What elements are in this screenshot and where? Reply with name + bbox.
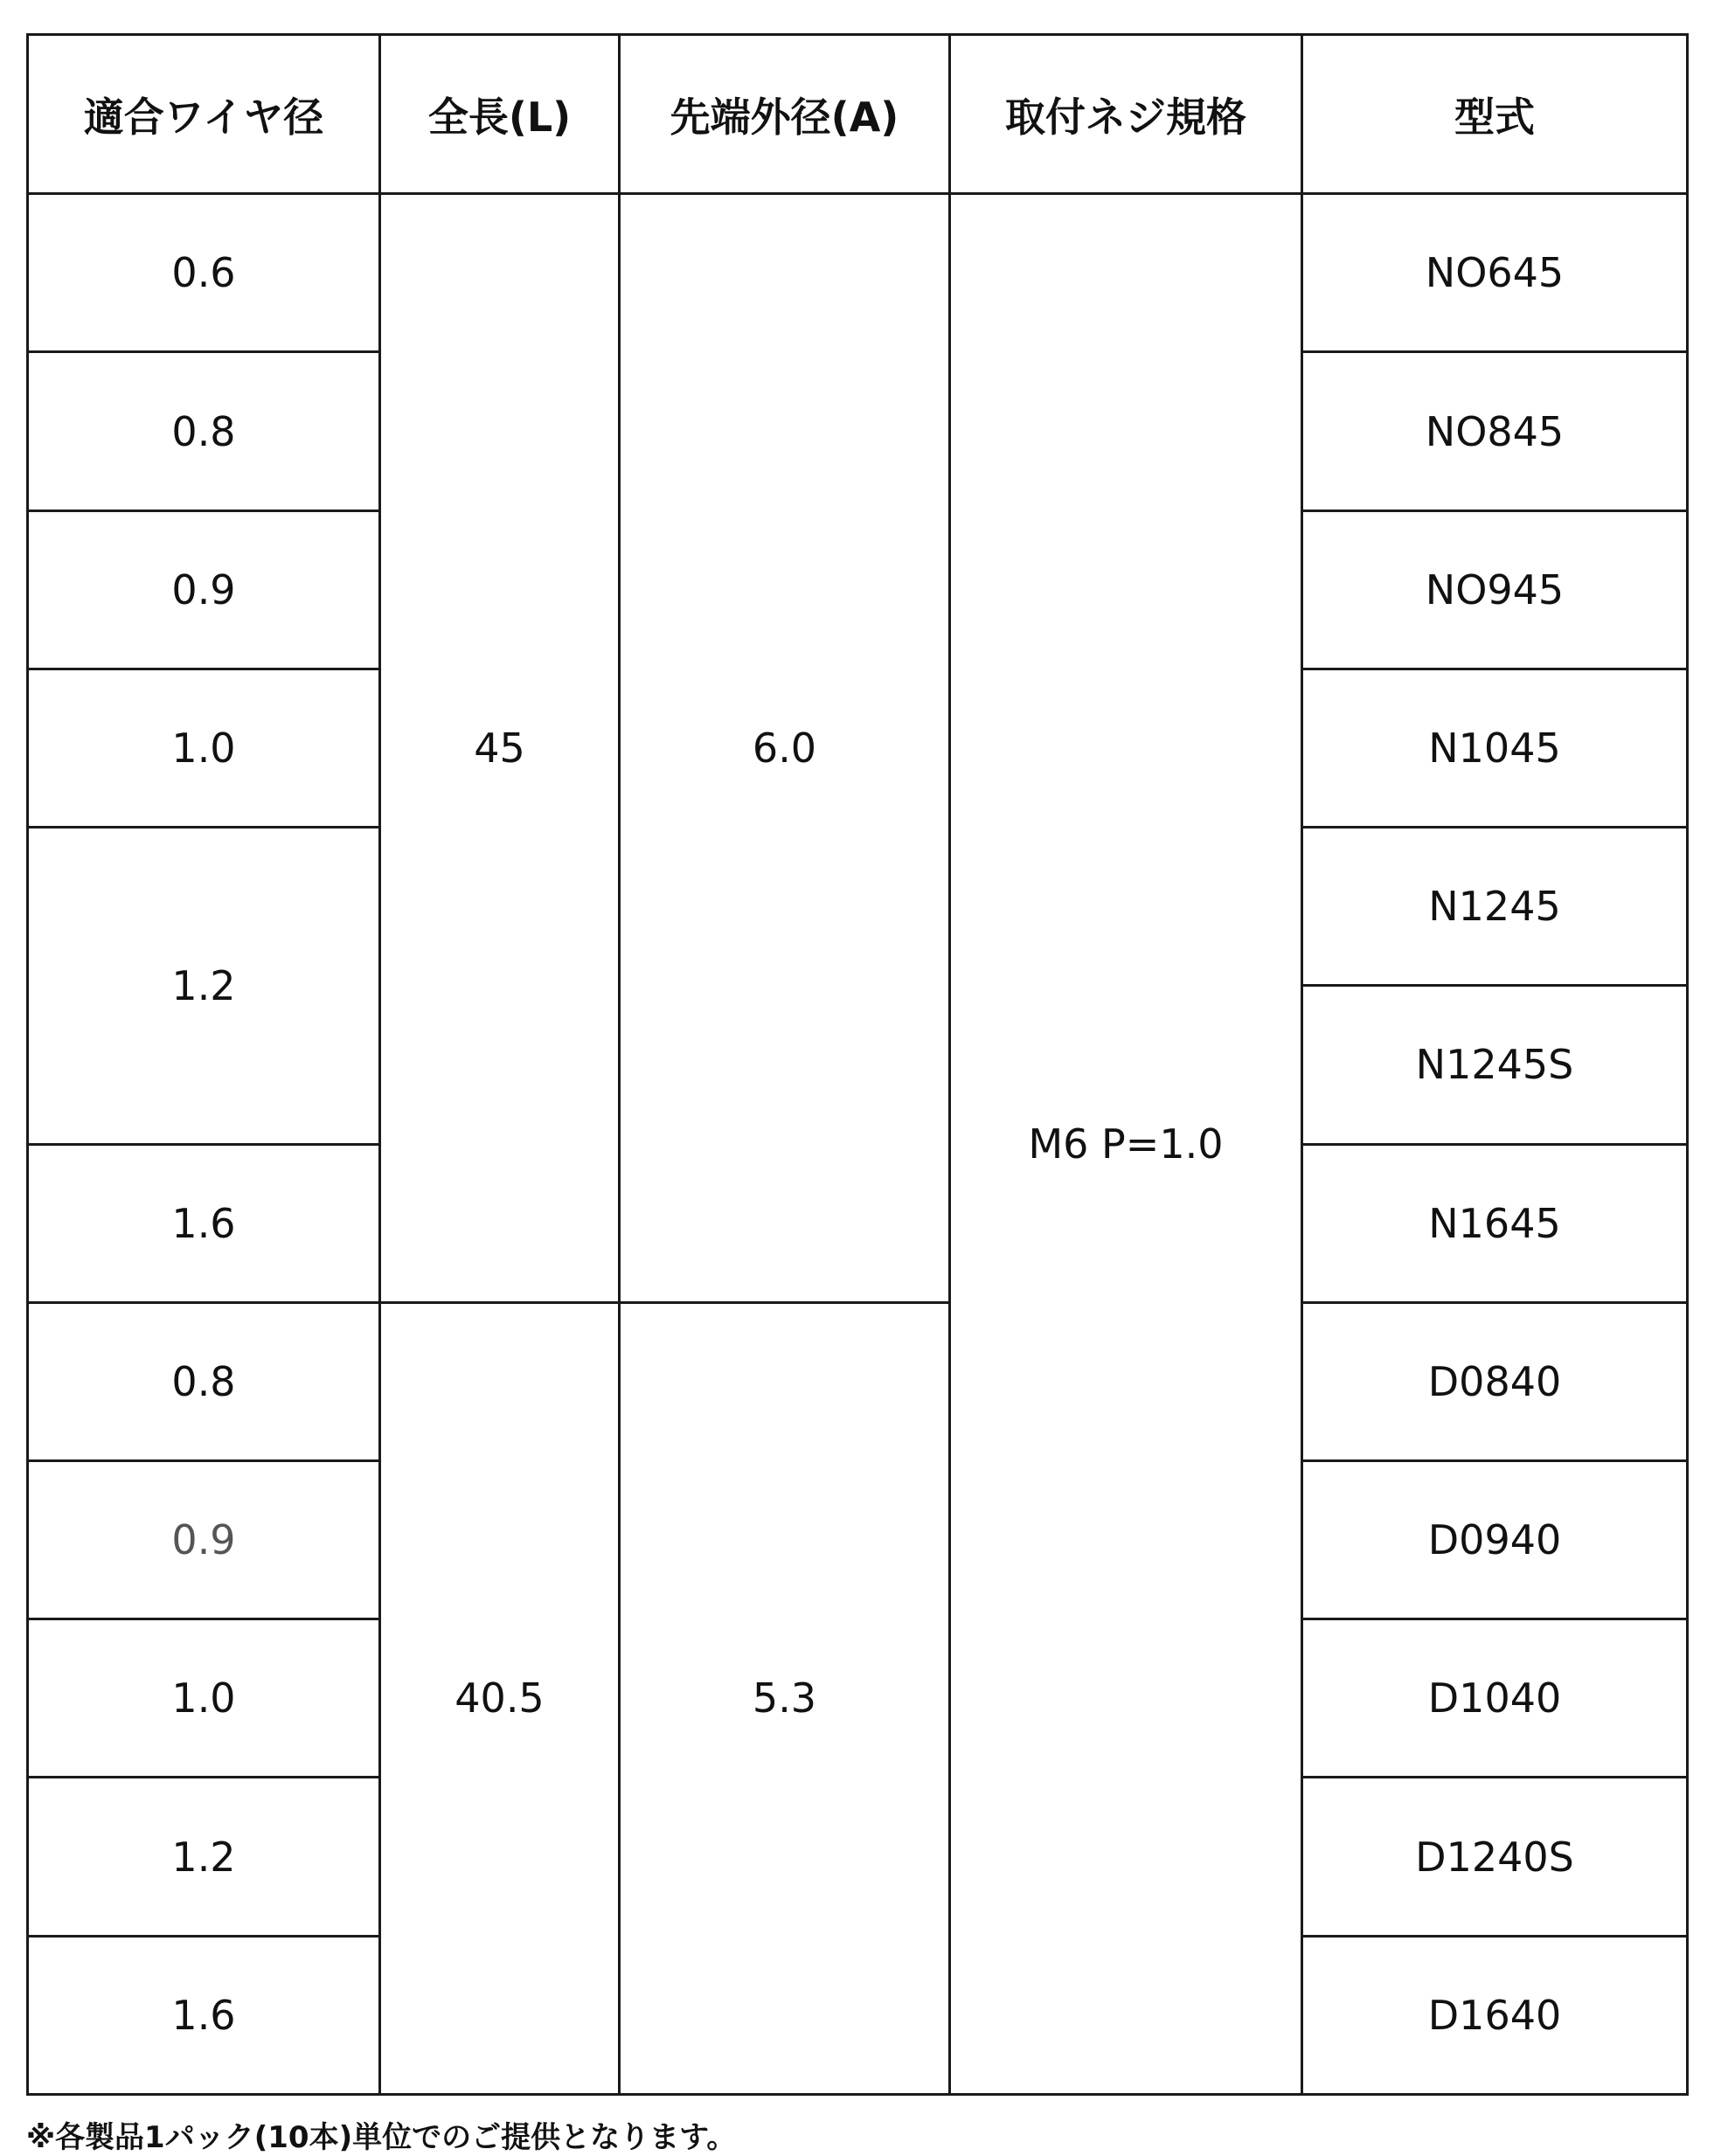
- model-cell: D1240S: [1302, 1778, 1688, 1936]
- model-cell: N1045: [1302, 669, 1688, 827]
- header-row: [28, 35, 1688, 194]
- header-model: 型式: [1302, 35, 1688, 194]
- tip-diameter-cell: 5.3: [620, 1302, 950, 2094]
- header-wire-diameter: 適合ワイヤ径: [28, 35, 380, 194]
- thread-cell: M6 P=1.0: [950, 194, 1302, 2095]
- wire-diameter-cell: 1.0: [28, 669, 380, 827]
- table-row: [28, 1302, 1688, 1460]
- wire-diameter-cell: 1.2: [28, 1778, 380, 1936]
- wire-diameter-cell: 0.8: [28, 1302, 380, 1460]
- model-cell: N1245S: [1302, 986, 1688, 1144]
- model-cell: D1640: [1302, 1936, 1688, 2094]
- wire-diameter-cell: 0.9: [28, 510, 380, 669]
- header-tip-diameter: 先端外径(A): [620, 35, 950, 194]
- model-cell: NO945: [1302, 510, 1688, 669]
- wire-diameter-cell: 0.6: [28, 194, 380, 352]
- header-length: 全長(L): [380, 35, 620, 194]
- wire-diameter-cell: 0.9: [28, 1460, 380, 1619]
- wire-diameter-cell: 1.6: [28, 1144, 380, 1302]
- length-cell: 40.5: [380, 1302, 620, 2094]
- model-cell: N1645: [1302, 1144, 1688, 1302]
- spec-table: [26, 33, 1689, 2096]
- model-cell: D0940: [1302, 1460, 1688, 1619]
- wire-diameter-cell: 1.6: [28, 1936, 380, 2094]
- model-cell: NO645: [1302, 194, 1688, 352]
- table-row: [28, 194, 1688, 352]
- model-cell: NO845: [1302, 352, 1688, 510]
- length-cell: 45: [380, 194, 620, 1303]
- model-cell: D0840: [1302, 1302, 1688, 1460]
- model-cell: D1040: [1302, 1619, 1688, 1778]
- tip-diameter-cell: 6.0: [620, 194, 950, 1303]
- wire-diameter-cell: 0.8: [28, 352, 380, 510]
- wire-diameter-cell: 1.2: [28, 828, 380, 1144]
- header-thread: 取付ネジ規格: [950, 35, 1302, 194]
- footnote: ※各製品1パック(10本)単位でのご提供となります。: [26, 2120, 737, 2155]
- wire-diameter-cell: 1.0: [28, 1619, 380, 1778]
- model-cell: N1245: [1302, 828, 1688, 986]
